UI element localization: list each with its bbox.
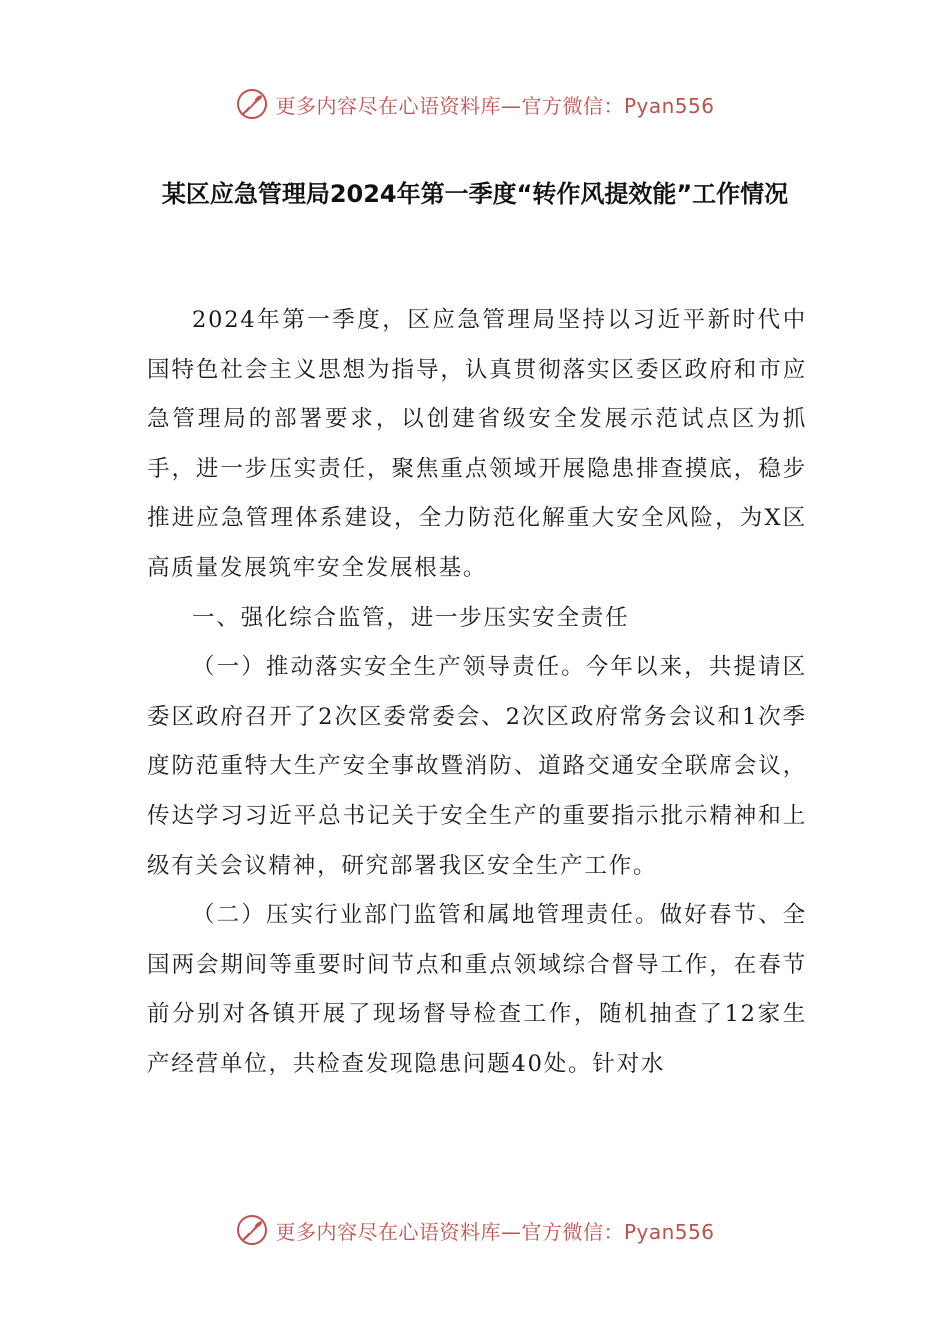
intro-paragraph: 2024年第一季度，区应急管理局坚持以习近平新时代中国特色社会主义思想为指导，认真贯彻落实区委区政府和市应急管理局的部署要求，以创建省级安全发展示范试点区为抓手，进一步压实责任，聚焦重点领域开展隐患排查摸底，稳步推进应急管理体系建设，全力防范化解重大安全风险，为X区高质量发展筑牢安全发展根基。 [147, 307, 807, 581]
footer-banner [0, 1210, 950, 1250]
footer-banner-text: 更多内容尽在心语资料库—官方微信：Pyan556 [275, 1219, 715, 1244]
document-title: 某区应急管理局2024年第一季度“转作风提效能”工作情况 [161, 180, 789, 208]
subsection-paragraph-1: （一）推动落实安全生产领导责任。今年以来，共提请区委区政府召开了2次区委常委会、2次区政府常务会议和1次季度防范重特大生产安全事故暨消防、道路交通安全联席会议，传达学习习近平总书记关于安全生产的重要指示批示精神和上级有关会议精神，研究部署我区安全生产工作。 [147, 654, 807, 879]
header-banner [0, 84, 950, 124]
section-heading: 一、强化综合监管，进一步压实安全责任 [192, 604, 630, 631]
quill-pen-logo-icon [235, 1213, 269, 1247]
subsection-paragraph-2: （二）压实行业部门监管和属地管理责任。做好春节、全国两会期间等重要时间节点和重点领域综合督导工作，在春节前分别对各镇开展了现场督导检查工作，随机抽查了12家生产经营单位，共检查发现隐患问题40处。针对水 [147, 902, 807, 1077]
header-banner-text: 更多内容尽在心语资料库—官方微信：Pyan556 [275, 93, 715, 118]
quill-pen-logo-icon [235, 87, 269, 121]
document-body [147, 296, 807, 1090]
